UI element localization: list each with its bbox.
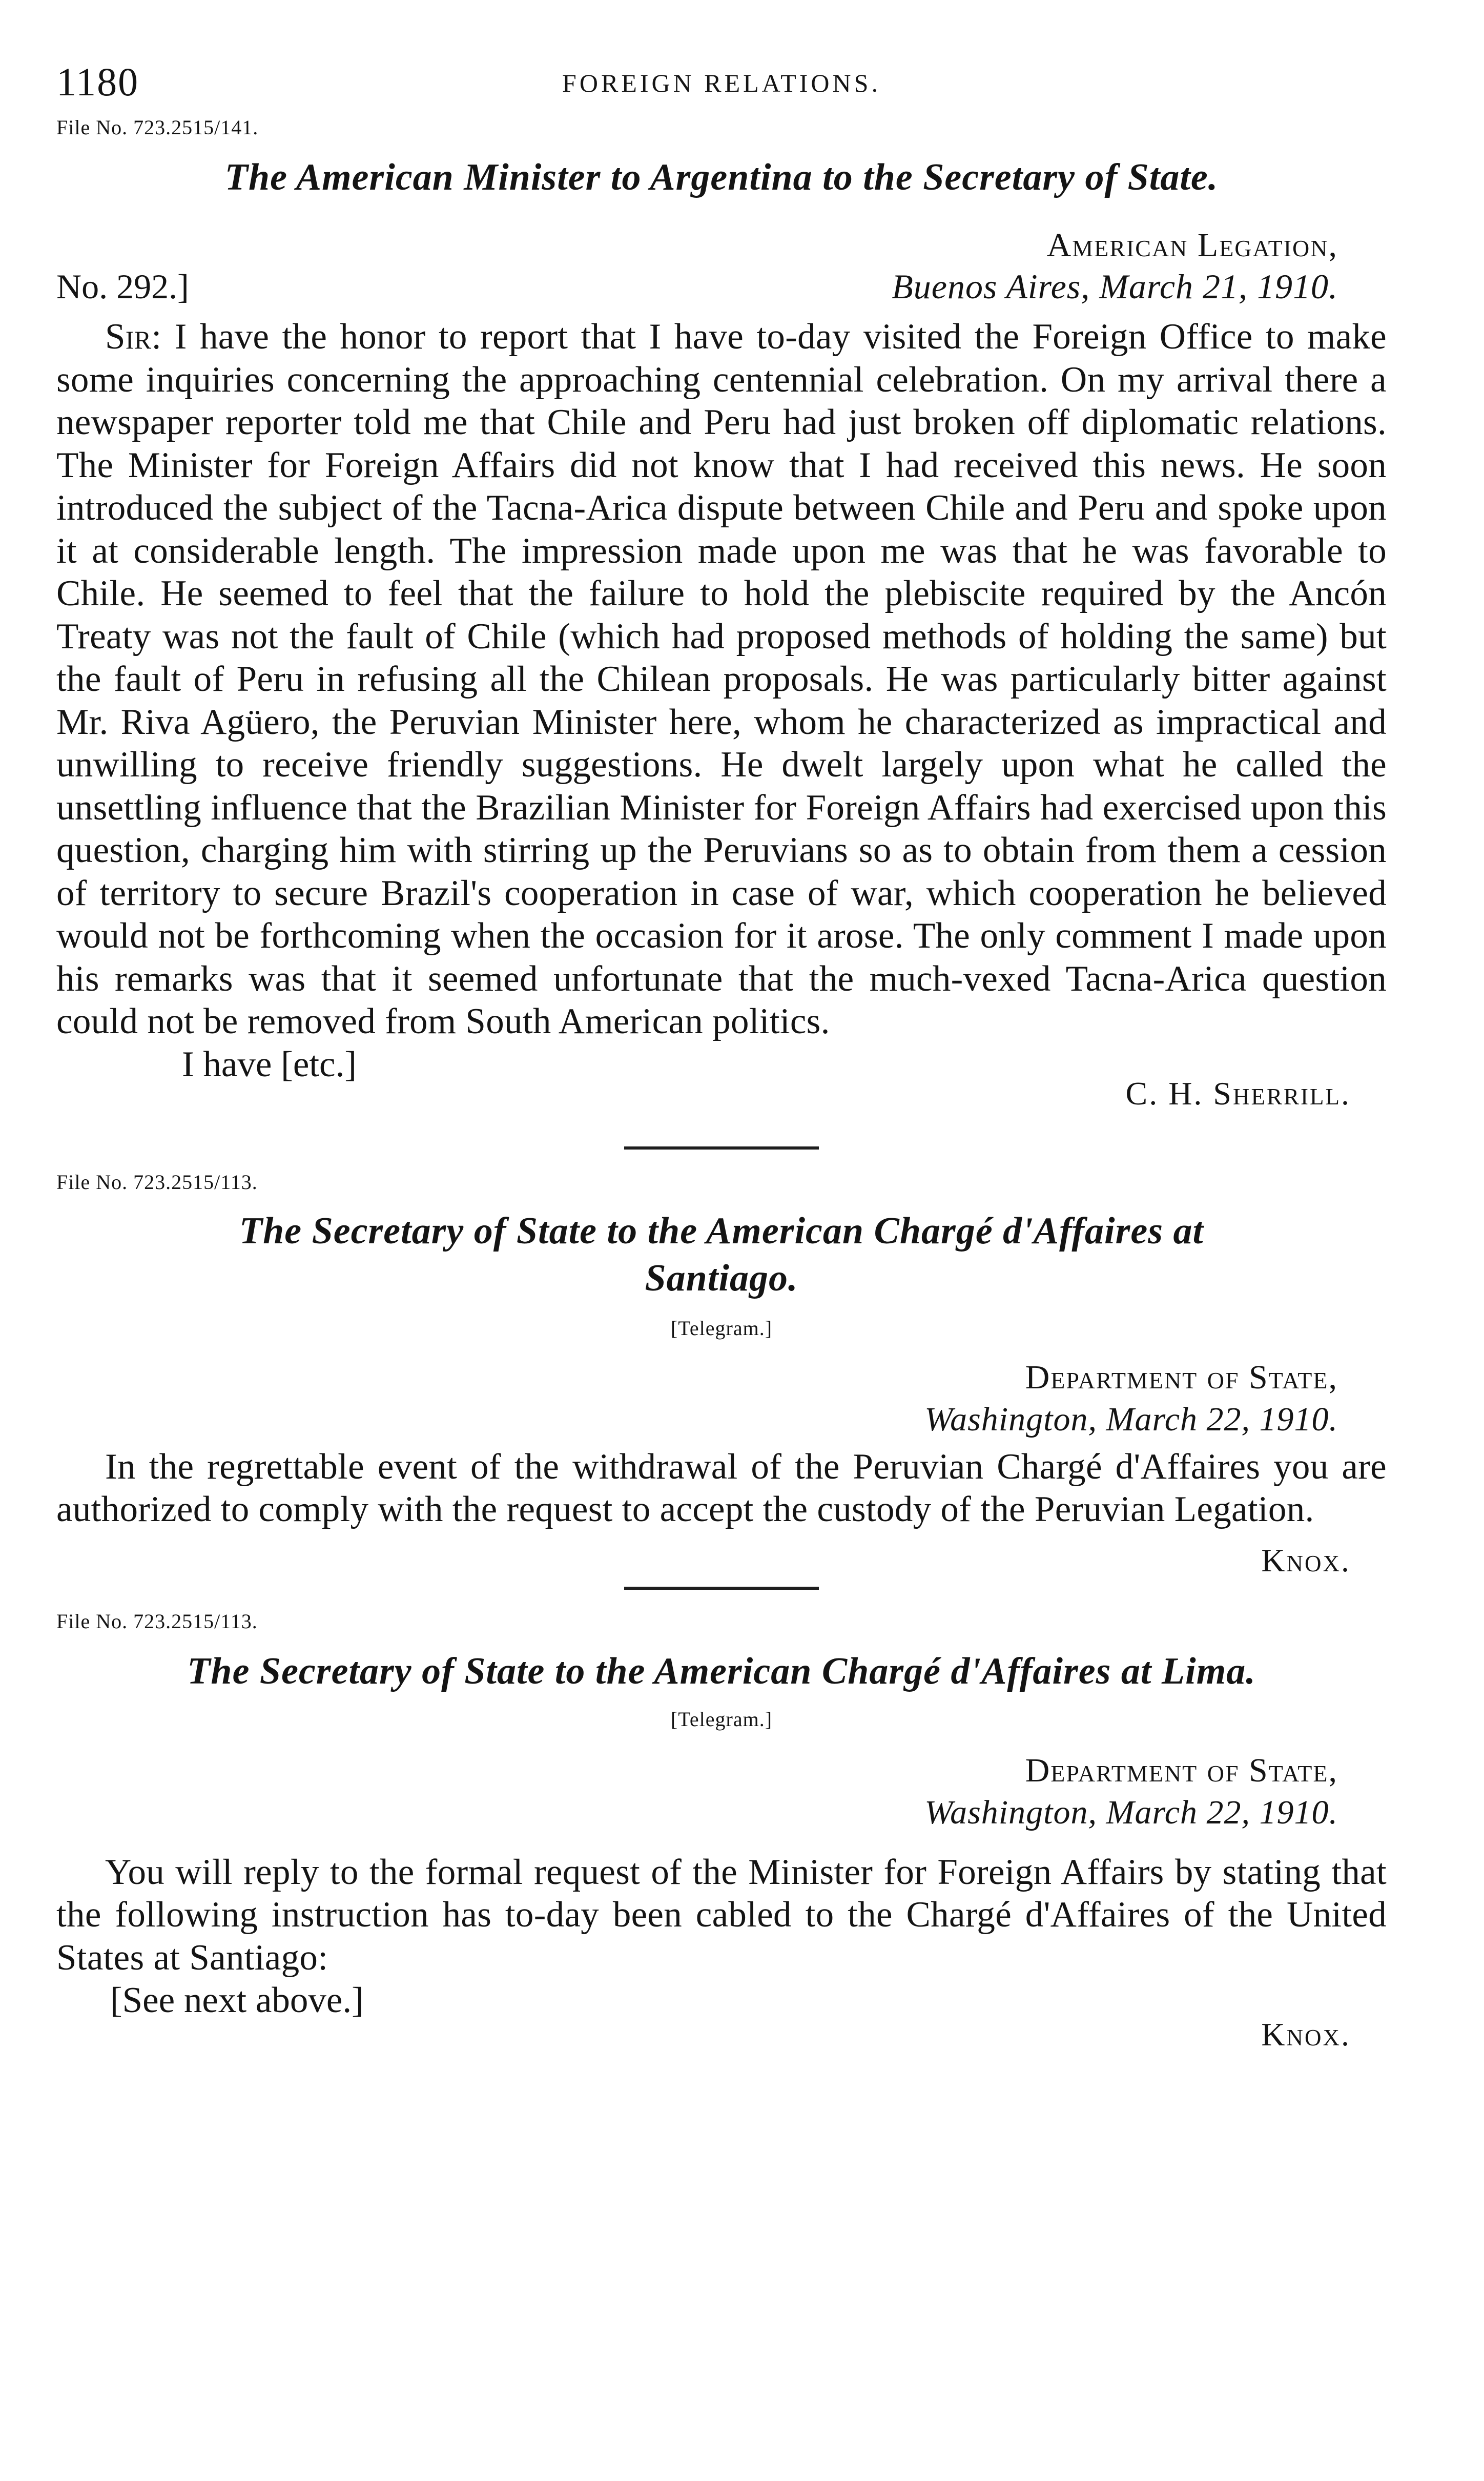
signature: C. H. Sherrill. [1125, 1075, 1351, 1112]
signature: Knox. [1261, 1542, 1351, 1578]
telegram-label: [Telegram.] [670, 1316, 773, 1340]
letter-body [56, 316, 1387, 1043]
file-number: File No. 723.2515/113. [56, 1609, 258, 1633]
place-date: Washington, March 22, 1910. [924, 1793, 1338, 1831]
document-1 [56, 115, 1387, 1150]
signature: Knox. [1261, 2016, 1351, 2053]
closing: I have [etc.] [182, 1044, 357, 1084]
file-number: File No. 723.2515/113. [56, 1170, 258, 1194]
closing: [See next above.] [110, 1980, 364, 2020]
body-text: You will reply to the formal request of the Minister for Foreign Affairs by stating that the following instruction has to-day been cabled to the Chargé d'Affaires of the United States at Santiago: [56, 1852, 1387, 1978]
telegram-label: [Telegram.] [670, 1707, 773, 1731]
document-3 [56, 1609, 1387, 2054]
section-rule [624, 1587, 819, 1590]
place-date: Buenos Aires, March 21, 1910. [892, 267, 1338, 306]
document-title: The Secretary of State to the American Chargé d'Affaires at Lima. [187, 1650, 1256, 1692]
title-line-1: The Secretary of State to the American Chargé d'Affaires at [239, 1209, 1204, 1252]
page-number: 1180 [56, 59, 139, 104]
document-title: The American Minister to Argentina to the Secretary of State. [224, 156, 1219, 198]
salutation: Sir [105, 317, 152, 357]
document-title [56, 1207, 1387, 1302]
running-title: FOREIGN RELATIONS. [562, 69, 881, 97]
sender-heading: Department of State, [1025, 1358, 1338, 1396]
sender-heading: Department of State, [1025, 1751, 1338, 1789]
title-line-2: Santiago. [645, 1257, 798, 1299]
place-date: Washington, March 22, 1910. [924, 1400, 1338, 1438]
despatch-number: No. 292.] [56, 267, 189, 306]
section-rule [624, 1146, 819, 1150]
document-2 [56, 1170, 1387, 1590]
body-text: In the regrettable event of the withdrawal of the Peruvian Chargé d'Affaires you are authorized to comply with the request to accept the custody of the Peruvian Legation. [56, 1446, 1387, 1529]
dateline [56, 266, 1387, 313]
sender-heading: American Legation, [1046, 227, 1338, 264]
file-number: File No. 723.2515/141. [56, 116, 259, 139]
body-text: : I have the honor to report that I have to-day visited the Foreign Office to make some inquiries concerning the approaching centennial celebration. On my arrival there a newspaper reporter told me that Chile and Peru had just broken off diplomatic relations. The Minister for Foreign Affairs did not know that I had received this news. He soon introduced the subject of the Tacna-Arica dispute between Chile and Peru and spoke upon it at considerable length. The impression made upon me was that he was favorable to Chile. He seemed to feel that the failure to hold the plebiscite required by the Ancón Treaty was not the fault of Chile (which had proposed methods of holding the same) but the fault of Peru in refusing all the Chilean proposals. He was particularly bitter against Mr. Riva Agüero, the Peruvian Minister here, whom he characterized as impractical and unwilling to receive friendly suggestions. He dwelt largely upon what he called the unsettling influence that the Brazilian Minister for Foreign Affairs had exercised upon this question, charging him with stirring up the Peruvians so as to obtain from them a cession of territory to secure Brazil's cooperation in case of war, which cooperation he believed would not be forthcoming when the occasion for it arose. The only comment I made upon his remarks was that it seemed unfortunate that the much-vexed Tacna-Arica question could not be removed from South American politics. [56, 317, 1387, 1041]
running-head [56, 49, 1387, 110]
